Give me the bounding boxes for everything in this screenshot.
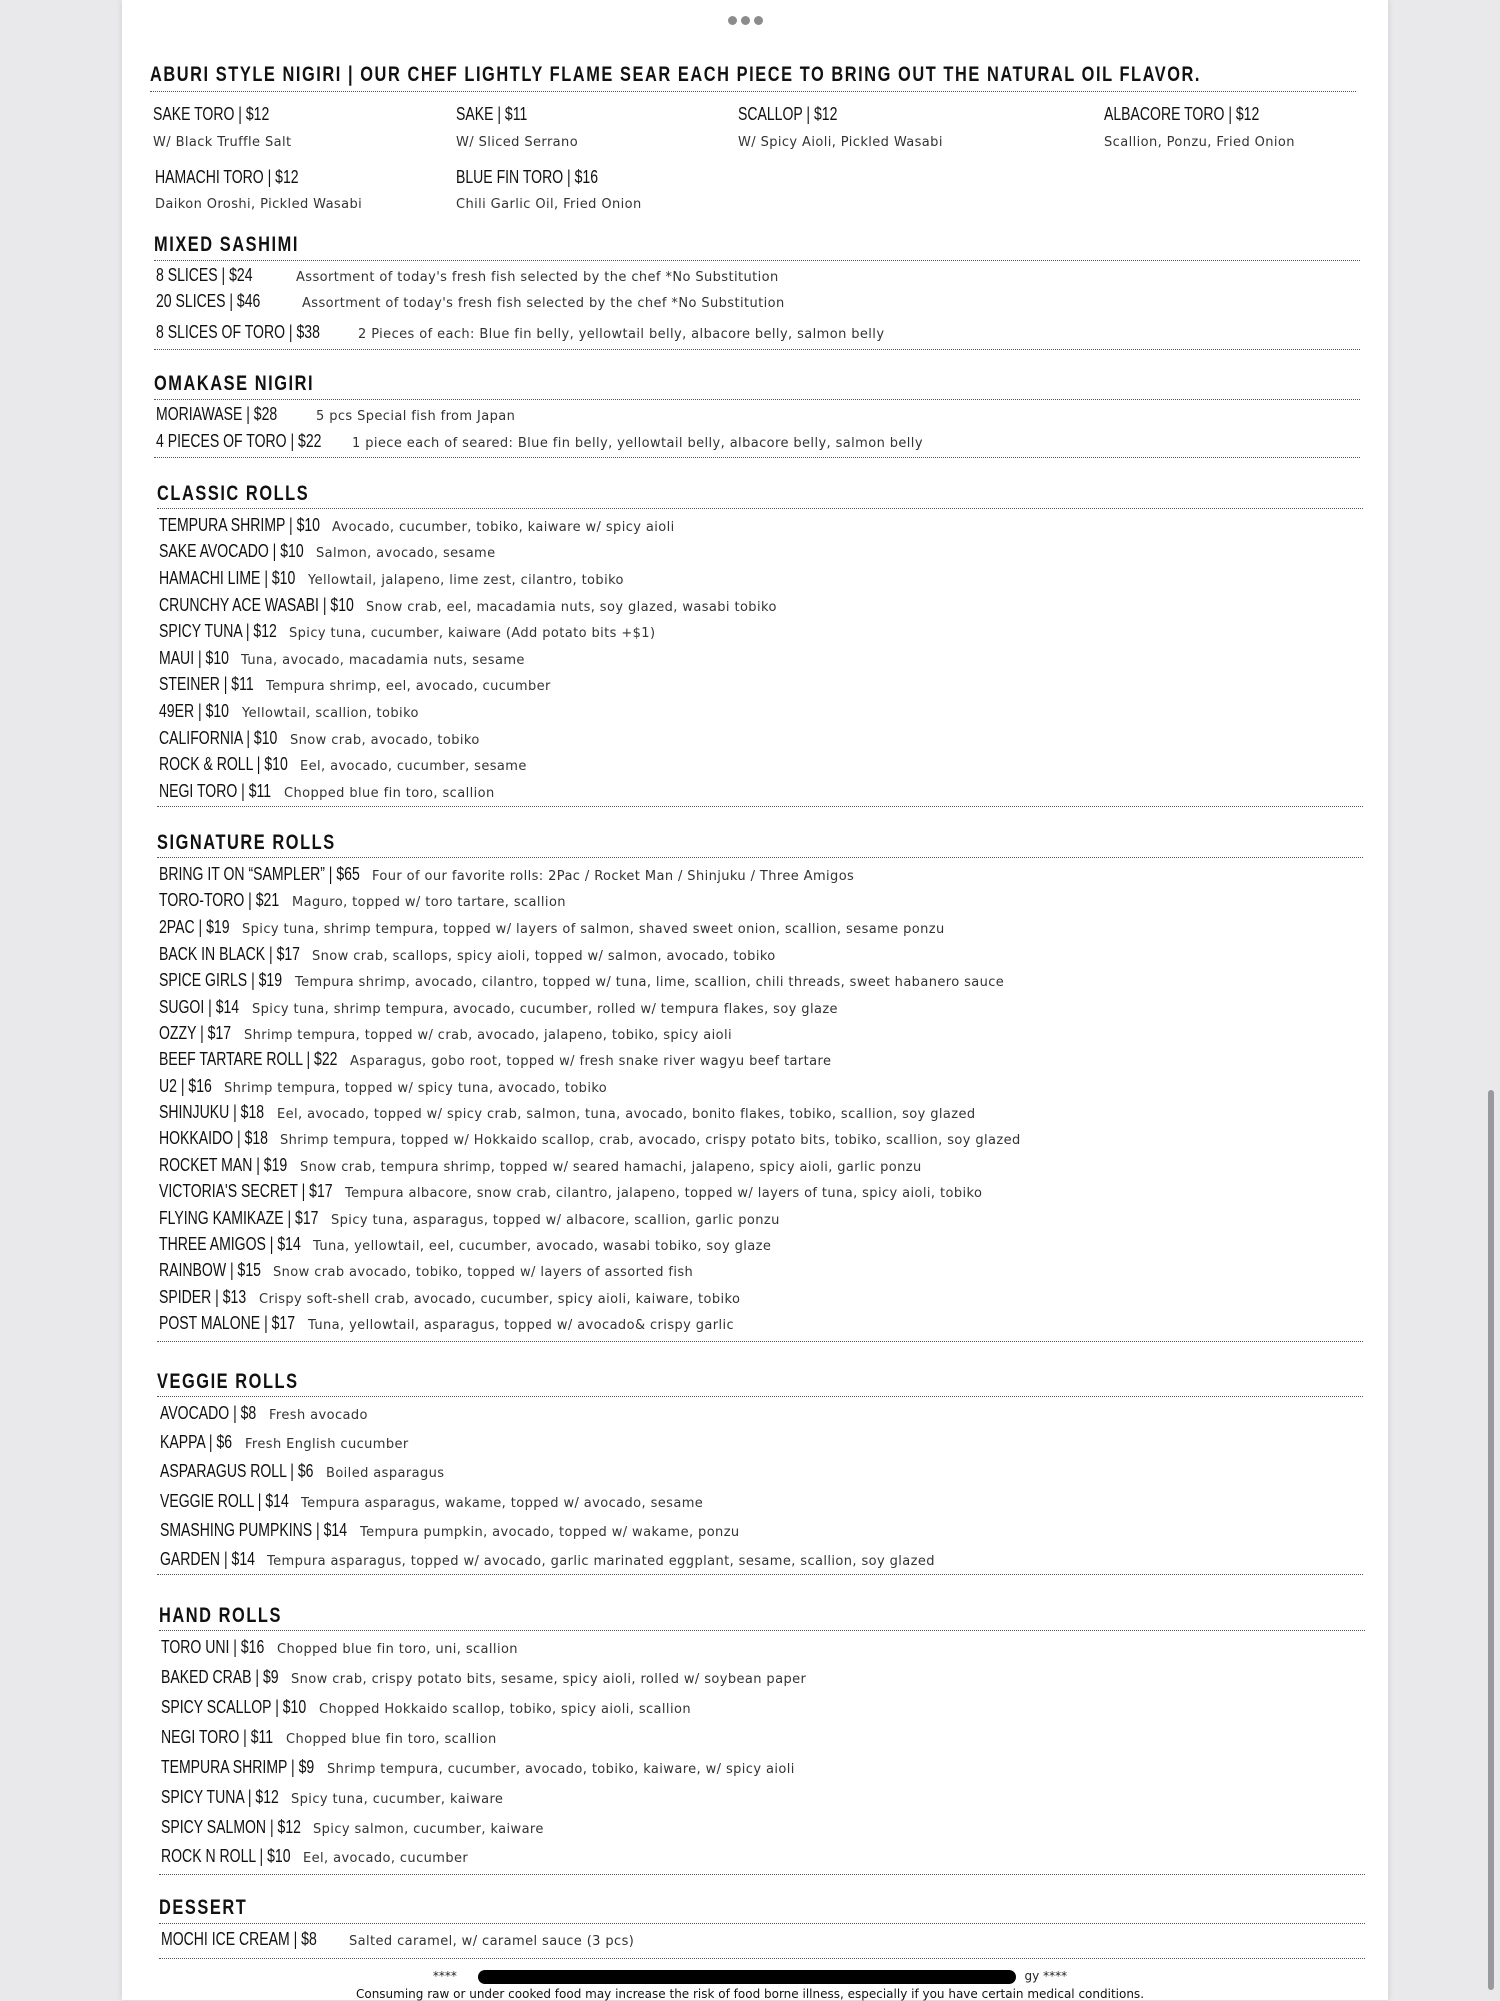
menu-item [159,1023,732,1044]
item-name: TEMPURA SHRIMP | $9 [161,1757,315,1777]
scrollbar[interactable] [1488,1090,1494,1990]
item-description: Snow crab, eel, macadamia nuts, soy glazed, wasabi tobiko [366,600,777,615]
menu-item [159,1234,771,1255]
item-name: THREE AMIGOS | $14 [159,1234,301,1254]
item-description: 1 piece each of seared: Blue fin belly, yellowtail belly, albacore belly, salmon belly [352,436,923,451]
item-name: CALIFORNIA | $10 [159,728,278,748]
item-description: W/ Sliced Serrano [456,135,579,150]
menu-item [738,104,865,125]
menu-item [156,404,515,425]
dot [754,16,763,25]
item-name: ROCK N ROLL | $10 [161,1846,291,1866]
section-title-dessert: DESSERT [159,1896,248,1919]
menu-item [159,970,1004,991]
menu-item [456,104,547,125]
item-description: Boiled asparagus [326,1466,445,1481]
menu-item [159,1128,1021,1149]
item-name: MORIAWASE | $28 [156,404,278,424]
divider [150,91,1356,92]
menu-item [159,541,496,562]
item-description: Snow crab avocado, tobiko, topped w/ layers of assorted fish [273,1265,694,1280]
item-description: Spicy tuna, shrimp tempura, topped w/ layers of salmon, shaved sweet onion, scallion, sesame ponzu [242,922,945,937]
section-title-mixed-sashimi: MIXED SASHIMI [154,233,299,256]
item-name: SPICY TUNA | $12 [159,621,277,641]
menu-item [159,595,777,616]
menu-item [159,890,566,911]
menu-item [1104,104,1303,125]
menu-item [159,1049,831,1070]
item-description: Shrimp tempura, topped w/ Hokkaido scallop, crab, avocado, crispy potato bits, tobiko, scallion, soy glazed [280,1133,1021,1148]
item-description: Spicy tuna, asparagus, topped w/ albacore, scallion, garlic ponzu [331,1213,780,1228]
item-name: MOCHI ICE CREAM | $8 [161,1929,317,1949]
menu-item [159,1102,976,1123]
item-name: STEINER | $11 [159,674,254,694]
menu-item [161,1637,518,1658]
divider [157,1341,1363,1342]
menu-item [456,167,638,188]
item-name: MAUI | $10 [159,648,229,668]
dot [741,16,750,25]
item-name: 49ER | $10 [159,701,230,721]
item-name: TEMPURA SHRIMP | $10 [159,515,320,535]
item-description: Tempura shrimp, avocado, cilantro, topped w/ tuna, lime, scallion, chili threads, sweet habanero sauce [295,975,1005,990]
item-description: 5 pcs Special fish from Japan [316,409,516,424]
divider [159,1958,1365,1959]
item-name: GARDEN | $14 [160,1549,255,1569]
menu-item [160,1461,444,1482]
item-name: HAMACHI LIME | $10 [159,568,296,588]
item-desc [456,197,642,212]
item-description: Maguro, topped w/ toro tartare, scallion [292,895,566,910]
item-description: Assortment of today's fresh fish selected by the chef *No Substitution [296,270,779,285]
item-description: W/ Spicy Aioli, Pickled Wasabi [738,135,943,150]
menu-item [161,1697,691,1718]
item-name: 20 SLICES | $46 [156,291,261,311]
redaction-bar [478,1970,1016,1984]
item-name: SPICY TUNA | $12 [161,1787,279,1807]
item-description: Four of our favorite rolls: 2Pac / Rocket Man / Shinjuku / Three Amigos [372,869,855,884]
item-desc [1104,135,1295,150]
item-name: SMASHING PUMPKINS | $14 [160,1520,348,1540]
menu-item [160,1520,740,1541]
item-description: Spicy tuna, cucumber, kaiware (Add potato bits +$1) [289,626,656,641]
item-name: POST MALONE | $17 [159,1313,296,1333]
item-name: SPICY SALMON | $12 [161,1817,301,1837]
item-description: Snow crab, tempura shrimp, topped w/ seared hamachi, jalapeno, spicy aioli, garlic ponzu [300,1160,922,1175]
menu-item [159,701,419,722]
item-name: 8 SLICES OF TORO | $38 [156,322,320,342]
section-title-hand-rolls: HAND ROLLS [159,1604,282,1627]
menu-item [160,1403,368,1424]
item-description: Tempura albacore, snow crab, cilantro, jalapeno, topped w/ layers of tuna, spicy aioli, tobiko [345,1186,983,1201]
item-name: 2PAC | $19 [159,917,230,937]
item-name: BEEF TARTARE ROLL | $22 [159,1049,338,1069]
menu-item [159,1313,734,1334]
section-title-aburi: ABURI STYLE NIGIRI | OUR CHEF LIGHTLY FLAME SEAR EACH PIECE TO BRING OUT THE NATURAL OIL FLAVOR. [150,63,1202,86]
item-name: SPICY SCALLOP | $10 [161,1697,307,1717]
item-description: Crispy soft-shell crab, avocado, cucumber, spicy aioli, kaiware, tobiko [259,1292,741,1307]
menu-item [159,674,551,695]
menu-item [156,322,884,343]
item-name: KAPPA | $6 [160,1432,233,1452]
menu-item [161,1667,806,1688]
menu-item [156,265,779,286]
menu-item [161,1727,497,1748]
menu-item [161,1817,544,1838]
menu-item [161,1757,795,1778]
item-name: CRUNCHY ACE WASABI | $10 [159,595,354,615]
item-description: 2 Pieces of each: Blue fin belly, yellowtail belly, albacore belly, salmon belly [358,327,885,342]
item-desc [153,135,292,150]
item-name: NEGI TORO | $11 [159,781,272,801]
item-description: Tuna, avocado, macadamia nuts, sesame [241,653,525,668]
divider [154,260,1360,261]
menu-item [159,1208,780,1229]
item-name: OZZY | $17 [159,1023,232,1043]
food-safety-notice: Consuming raw or under cooked food may increase the risk of food borne illness, especially if you have certain medical conditions. [355,1987,1145,2001]
menu-item [156,431,923,452]
item-name: SPICE GIRLS | $19 [159,970,283,990]
item-desc [738,135,943,150]
item-name: VEGGIE ROLL | $14 [160,1491,289,1511]
item-description: Tuna, yellowtail, eel, cucumber, avocado, wasabi tobiko, soy glaze [313,1239,772,1254]
menu-item [160,1491,703,1512]
item-description: Tempura asparagus, wakame, topped w/ avocado, sesame [301,1496,704,1511]
item-description: Assortment of today's fresh fish selected by the chef *No Substitution [302,296,785,311]
menu-item [159,1155,922,1176]
menu-item [159,621,655,642]
item-description: Daikon Oroshi, Pickled Wasabi [155,197,363,212]
divider [157,806,1363,807]
item-description: Tempura shrimp, eel, avocado, cucumber [266,679,551,694]
item-description: Snow crab, scallops, spicy aioli, topped w/ salmon, avocado, tobiko [312,949,776,964]
item-description: Eel, avocado, topped w/ spicy crab, salmon, tuna, avocado, bonito flakes, tobiko, scallion, soy glazed [277,1107,976,1122]
item-description: Chopped blue fin toro, scallion [286,1732,497,1747]
item-name: RAINBOW | $15 [159,1260,261,1280]
item-name: HAMACHI TORO | $12 [155,167,299,187]
item-description: Snow crab, avocado, tobiko [290,733,480,748]
item-name: VICTORIA'S SECRET | $17 [159,1181,333,1201]
menu-item [159,917,945,938]
item-name: SUGOI | $14 [159,997,240,1017]
item-name: SCALLOP | $12 [738,104,838,124]
item-name: FLYING KAMIKAZE | $17 [159,1208,319,1228]
menu-item [159,754,527,775]
item-name: NEGI TORO | $11 [161,1727,274,1747]
item-name: SAKE TORO | $12 [153,104,270,124]
menu-item [161,1787,503,1808]
item-description: Asparagus, gobo root, topped w/ fresh snake river wagyu beef tartare [350,1054,832,1069]
item-description: Spicy tuna, shrimp tempura, avocado, cucumber, rolled w/ tempura flakes, soy glaze [252,1002,838,1017]
menu-item [159,1181,982,1202]
item-description: Eel, avocado, cucumber [303,1851,469,1866]
menu-item [159,1260,693,1281]
menu-item [159,648,525,669]
item-description: Spicy salmon, cucumber, kaiware [313,1822,544,1837]
divider [154,457,1360,458]
item-description: Avocado, cucumber, tobiko, kaiware w/ spicy aioli [332,520,675,535]
menu-item [159,997,838,1018]
allergy-notice-end: gy **** [1024,1969,1068,1983]
divider [157,508,1363,509]
item-description: Eel, avocado, cucumber, sesame [300,759,527,774]
section-title-veggie-rolls: VEGGIE ROLLS [157,1370,299,1393]
menu-item [159,944,776,965]
item-description: Chopped blue fin toro, scallion [284,786,495,801]
item-name: BAKED CRAB | $9 [161,1667,279,1687]
item-description: Chopped blue fin toro, uni, scallion [277,1642,518,1657]
item-name: TORO UNI | $16 [161,1637,265,1657]
divider [157,1396,1363,1397]
item-description: Salted caramel, w/ caramel sauce (3 pcs) [349,1934,635,1949]
item-name: TORO-TORO | $21 [159,890,280,910]
divider [154,399,1360,400]
item-name: ALBACORE TORO | $12 [1104,104,1260,124]
menu-item [161,1929,634,1950]
item-name: BACK IN BLACK | $17 [159,944,300,964]
menu-item [159,864,854,885]
item-description: Spicy tuna, cucumber, kaiware [291,1792,504,1807]
section-title-signature-rolls: SIGNATURE ROLLS [157,831,336,854]
item-description: Fresh English cucumber [245,1437,409,1452]
menu-item [155,167,339,188]
item-description: Salmon, avocado, sesame [316,546,496,561]
item-name: BRING IT ON “SAMPLER” | $65 [159,864,360,884]
item-description: Tuna, yellowtail, asparagus, topped w/ avocado& crispy garlic [308,1318,735,1333]
item-name: 8 SLICES | $24 [156,265,253,285]
menu-item [156,291,785,312]
item-desc [456,135,578,150]
item-description: Chili Garlic Oil, Fried Onion [456,197,642,212]
item-description: Shrimp tempura, cucumber, avocado, tobiko, kaiware, w/ spicy aioli [327,1762,795,1777]
item-description: Tempura pumpkin, avocado, topped w/ wakame, ponzu [360,1525,740,1540]
item-description: Chopped Hokkaido scallop, tobiko, spicy aioli, scallion [319,1702,691,1717]
item-description: Snow crab, crispy potato bits, sesame, spicy aioli, rolled w/ soybean paper [291,1672,807,1687]
menu-item [161,1846,468,1867]
menu-item [159,728,480,749]
menu-item [159,515,675,536]
item-name: SAKE AVOCADO | $10 [159,541,304,561]
item-description: Tempura asparagus, topped w/ avocado, garlic marinated eggplant, sesame, scallion, soy glazed [267,1554,935,1569]
item-name: AVOCADO | $8 [160,1403,257,1423]
item-name: ASPARAGUS ROLL | $6 [160,1461,314,1481]
divider [159,1874,1365,1875]
more-options-icon[interactable] [728,16,763,25]
menu-item [159,1287,740,1308]
menu-item [159,781,495,802]
allergy-notice-start: **** [432,1969,457,1983]
menu-item [159,568,624,589]
divider [154,349,1360,350]
menu-item [159,1076,607,1097]
item-description: Scallion, Ponzu, Fried Onion [1104,135,1295,150]
item-name: SPIDER | $13 [159,1287,247,1307]
item-desc [155,197,362,212]
item-name: ROCK & ROLL | $10 [159,754,288,774]
divider [159,1923,1365,1924]
item-name: U2 | $16 [159,1076,212,1096]
section-title-classic-rolls: CLASSIC ROLLS [157,482,310,505]
item-name: SHINJUKU | $18 [159,1102,265,1122]
item-description: Yellowtail, jalapeno, lime zest, cilantro, tobiko [308,573,624,588]
section-title-omakase: OMAKASE NIGIRI [154,372,315,395]
divider [157,857,1363,858]
menu-item [153,104,302,125]
item-name: 4 PIECES OF TORO | $22 [156,431,322,451]
menu-item [160,1432,409,1453]
menu-item [160,1549,935,1570]
item-name: SAKE | $11 [456,104,528,124]
item-description: Yellowtail, scallion, tobiko [242,706,419,721]
divider [157,1574,1363,1575]
item-description: W/ Black Truffle Salt [153,135,292,150]
item-description: Shrimp tempura, topped w/ spicy tuna, avocado, tobiko [224,1081,608,1096]
item-name: ROCKET MAN | $19 [159,1155,288,1175]
item-description: Shrimp tempura, topped w/ crab, avocado, jalapeno, tobiko, spicy aioli [244,1028,733,1043]
item-name: HOKKAIDO | $18 [159,1128,268,1148]
item-description: Fresh avocado [269,1408,368,1423]
item-name: BLUE FIN TORO | $16 [456,167,599,187]
dot [728,16,737,25]
divider [159,1630,1365,1631]
